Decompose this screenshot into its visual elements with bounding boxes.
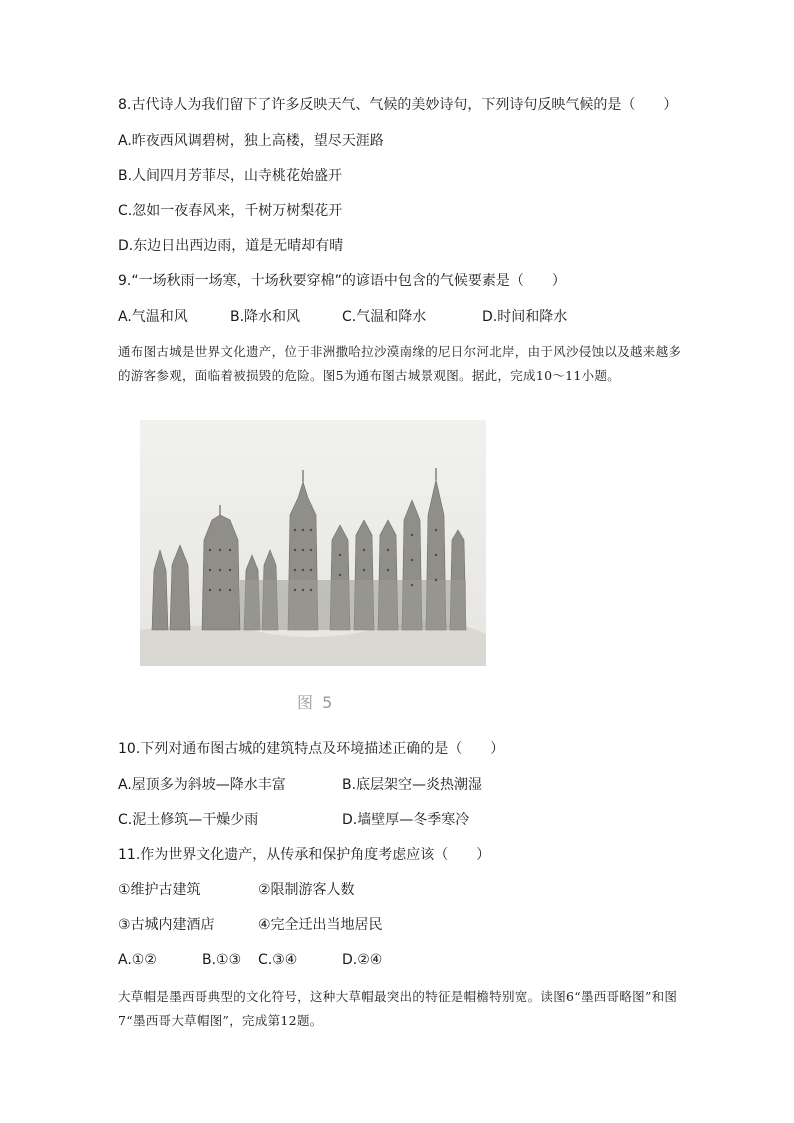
q11-stem: 11.作为世界文化遗产，从传承和保护角度考虑应该（ ） [118, 847, 491, 863]
q11-option-d: D.②④ [342, 952, 383, 968]
q10-option-c: C.泥土修筑—干燥少雨 [118, 812, 259, 828]
q10-option-d: D.墙壁厚—冬季寒冷 [342, 812, 470, 828]
q9-option-a: A.气温和风 [118, 309, 188, 325]
q9-option-c: C.气温和降水 [342, 309, 427, 325]
q11-option-a: A.①② [118, 952, 157, 968]
q11-item-2: ②限制游客人数 [258, 882, 355, 898]
q11-option-b: B.①③ [202, 952, 242, 968]
q10-option-b: B.底层架空—炎热潮湿 [342, 777, 483, 793]
q8-stem: 8.古代诗人为我们留下了许多反映天气、气候的美妙诗句，下列诗句反映气候的是（ ） [118, 97, 678, 113]
q8-option-a: A.昨夜西风调碧树，独上高楼，望尽天涯路 [118, 133, 384, 149]
q11-item-1: ①维护古建筑 [118, 882, 201, 898]
q9-option-b: B.降水和风 [230, 309, 301, 325]
q8-option-d: D.东边日出西边雨，道是无晴却有晴 [118, 238, 344, 254]
passage-timbuktu: 通布图古城是世界文化遗产，位于非洲撒哈拉沙漠南缘的尼日尔河北岸，由于风沙侵蚀以及越来越多的游客参观，面临着被损毁的危险。图5为通布图古城景观图。据此，完成10～11小题。 [118, 344, 682, 383]
q8-option-b: B.人间四月芳菲尽，山寺桃花始盛开 [118, 168, 343, 184]
q8-option-c: C.忽如一夜春风来，千树万树梨花开 [118, 203, 343, 219]
q9-stem: 9.“一场秋雨一场寒，十场秋要穿棉”的谚语中包含的气候要素是（ ） [118, 273, 566, 289]
figure-5-caption: 图 5 [297, 693, 335, 712]
q11-option-c: C.③④ [258, 952, 298, 968]
passage-sombrero: 大草帽是墨西哥典型的文化符号，这种大草帽最突出的特征是帽檐特别宽。读图6“墨西哥略图”和图7“墨西哥大草帽图”，完成第12题。 [118, 989, 678, 1028]
q10-stem: 10.下列对通布图古城的建筑特点及环境描述正确的是（ ） [118, 741, 505, 757]
figure-5-timbuktu-image [140, 420, 486, 666]
q11-item-4: ④完全迁出当地居民 [258, 917, 383, 933]
q11-item-3: ③古城内建酒店 [118, 917, 215, 933]
q10-option-a: A.屋顶多为斜坡—降水丰富 [118, 777, 286, 793]
q9-option-d: D.时间和降水 [482, 309, 568, 325]
